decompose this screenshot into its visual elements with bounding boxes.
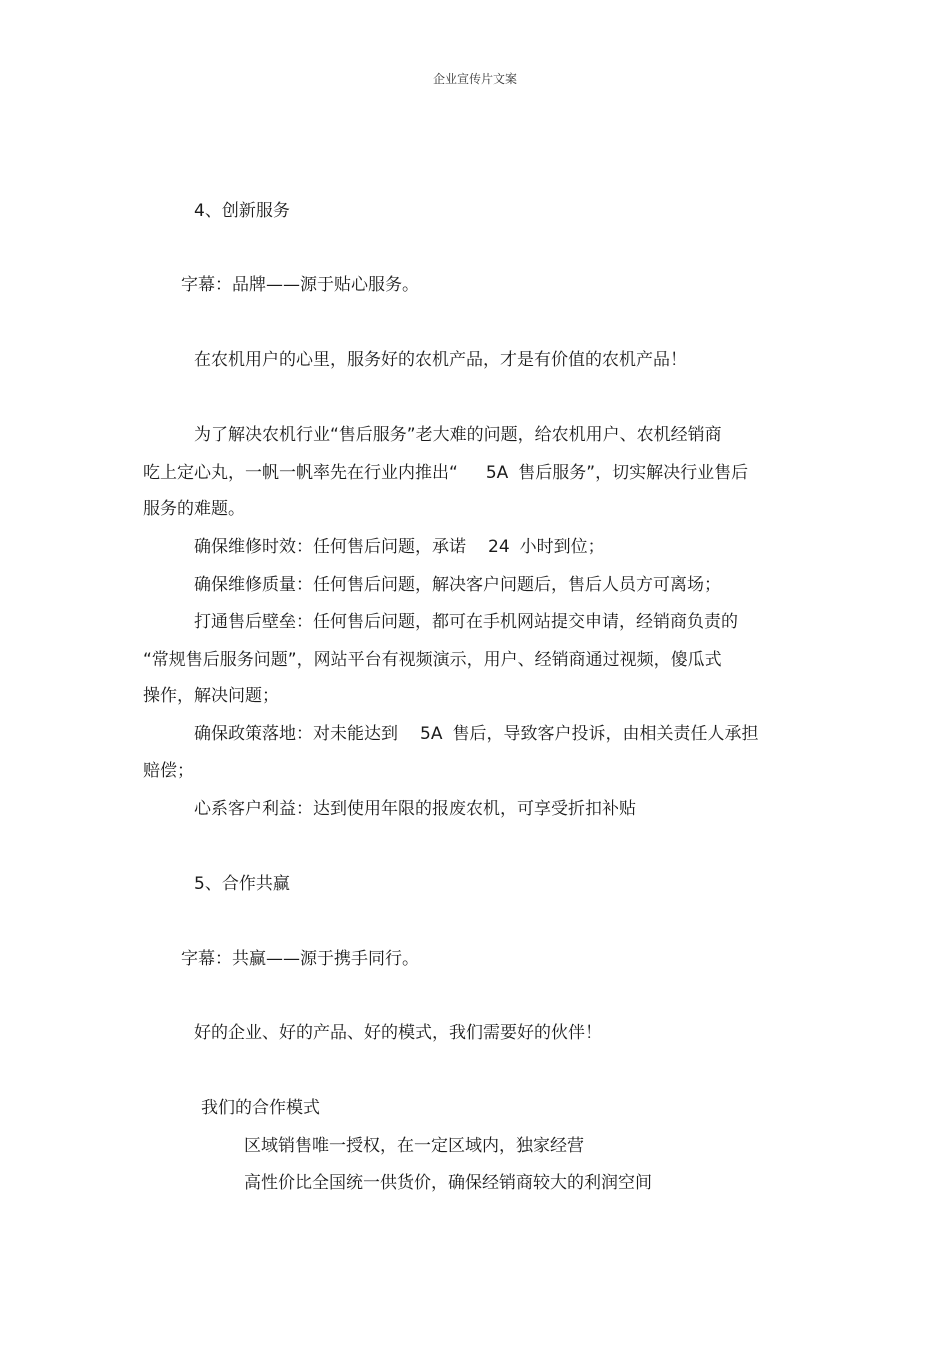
service-item-policy-line-1 xyxy=(194,723,758,745)
service-item-barriers-line-1: 打通售后壁垒：任何售后问题，都可在手机网站提交申请，经销商负责的 xyxy=(194,612,738,632)
service-item-customer-benefit: 心系客户利益：达到使用年限的报废农机，可享受折扣补贴 xyxy=(194,799,636,819)
text-run: 5A xyxy=(485,463,509,483)
section-4-paragraph-line-3: 服务的难题。 xyxy=(143,499,245,519)
section-4-heading: 4、创新服务 xyxy=(194,201,290,221)
service-item-timeliness xyxy=(194,536,605,558)
service-item-policy-line-2: 赔偿； xyxy=(143,761,194,781)
section-5-lead: 好的企业、好的产品、好的模式，我们需要好的伙伴！ xyxy=(194,1023,602,1043)
text-run: 吃上定心丸，一帆一帆率先在行业内推出“ xyxy=(143,463,458,483)
text-run: 确保政策落地：对未能达到 xyxy=(194,724,398,744)
section-5-heading: 5、合作共赢 xyxy=(194,874,290,894)
text-run: 24 xyxy=(488,537,510,557)
text-run: 5A xyxy=(420,724,443,744)
section-4-caption: 字幕：品牌——源于贴心服务。 xyxy=(181,275,419,295)
service-item-barriers-line-3: 操作，解决问题； xyxy=(143,686,279,706)
page-header: 企业宣传片文案 xyxy=(432,72,517,86)
section-4-lead: 在农机用户的心里，服务好的农机产品，才是有价值的农机产品！ xyxy=(194,350,687,370)
service-item-barriers-line-2: “常规售后服务问题”，网站平台有视频演示，用户、经销商通过视频，傻瓜式 xyxy=(143,650,722,670)
cooperation-model-item: 高性价比全国统一供货价，确保经销商较大的利润空间 xyxy=(244,1173,652,1193)
text-run: 确保维修时效：任何售后问题，承诺 xyxy=(194,537,466,557)
cooperation-model-item: 区域销售唯一授权，在一定区域内，独家经营 xyxy=(244,1136,584,1156)
section-4-paragraph-line-2 xyxy=(143,462,748,484)
section-4-paragraph-line-1: 为了解决农机行业“售后服务”老大难的问题，给农机用户、农机经销商 xyxy=(194,425,722,445)
cooperation-model-title: 我们的合作模式 xyxy=(201,1098,320,1118)
text-run: 售后服务”，切实解决行业售后 xyxy=(518,463,749,483)
section-5-caption: 字幕：共赢——源于携手同行。 xyxy=(181,949,419,969)
text-run: 小时到位； xyxy=(519,537,605,557)
text-run: 售后，导致客户投诉，由相关责任人承担 xyxy=(452,724,759,744)
service-item-quality: 确保维修质量：任何售后问题，解决客户问题后，售后人员方可离场； xyxy=(194,575,721,595)
